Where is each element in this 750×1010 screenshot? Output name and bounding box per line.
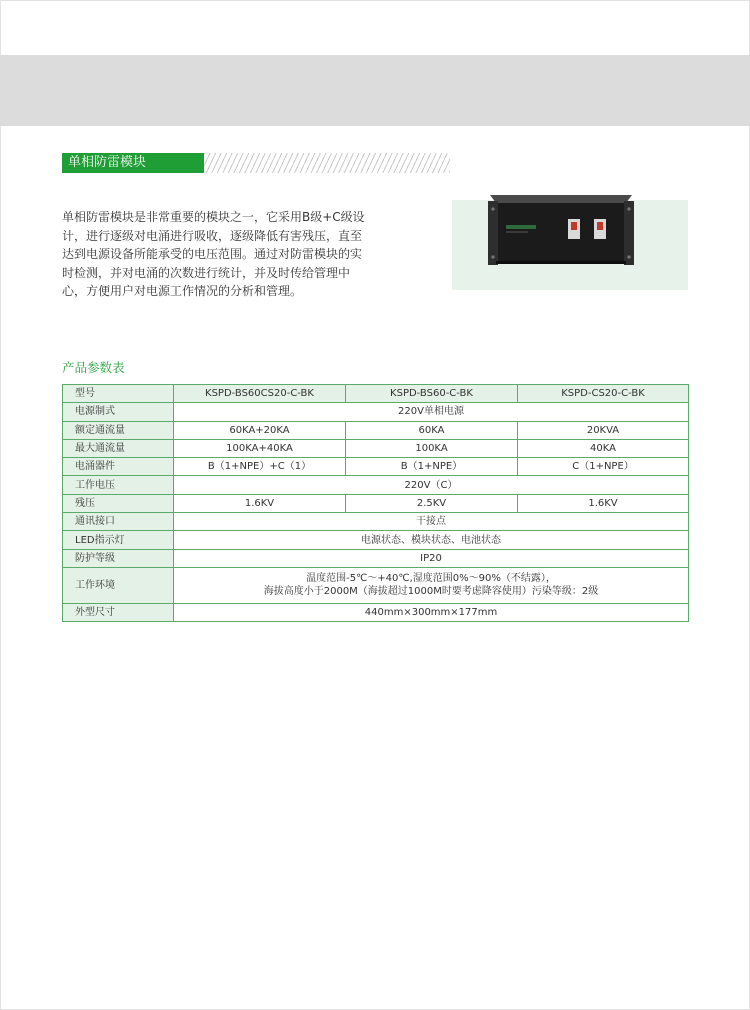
cell-value: C（1+NPE）	[518, 458, 689, 476]
table-row	[63, 603, 689, 621]
cell-value-line: 海拔高度小于2000M（海拔超过1000M时要考虑降容使用）污染等级：2级	[263, 586, 599, 598]
cell-value: 40KA	[518, 439, 689, 457]
row-label: 残压	[63, 494, 174, 512]
cell-value: 1.6KV	[518, 494, 689, 512]
section-title: 单相防雷模块	[62, 153, 204, 173]
intro-line: 时检测，并对电涌的次数进行统计，并及时传给管理中	[62, 265, 351, 280]
product-photo	[486, 191, 636, 269]
cell-value: 电源状态、模块状态、电池状态	[174, 531, 689, 549]
cell-value: 20KVA	[518, 421, 689, 439]
cell-value: 2.5KV	[346, 494, 518, 512]
spec-table	[62, 384, 689, 622]
table-header-row	[63, 385, 689, 403]
intro-line: 计，进行逐级对电涌进行吸收，逐级降低有害残压，直至	[62, 228, 363, 243]
table-row	[63, 567, 689, 603]
table-row	[63, 476, 689, 494]
row-label: 工作环境	[63, 567, 174, 603]
row-label: 通讯接口	[63, 513, 174, 531]
cell-value: 100KA	[346, 439, 518, 457]
row-label: 工作电压	[63, 476, 174, 494]
row-label: 防护等级	[63, 549, 174, 567]
model-name: KSPD-BS60CS20-C-BK	[174, 385, 346, 403]
cell-value: 220V（C）	[174, 476, 689, 494]
table-row	[63, 421, 689, 439]
row-label: 电涌器件	[63, 458, 174, 476]
params-title: 产品参数表	[62, 360, 125, 375]
cell-value-line: 温度范围-5℃～+40℃,湿度范围0%～90%（不结露），	[306, 573, 556, 585]
cell-value: 干接点	[174, 513, 689, 531]
row-label: 最大通流量	[63, 439, 174, 457]
cell-value: 1.6KV	[174, 494, 346, 512]
header-band	[0, 55, 750, 126]
cell-value: 100KA+40KA	[174, 439, 346, 457]
cell-value: B（1+NPE）	[346, 458, 518, 476]
row-label: LED指示灯	[63, 531, 174, 549]
table-row	[63, 439, 689, 457]
cell-value: 60KA+20KA	[174, 421, 346, 439]
table-row	[63, 494, 689, 512]
cell-value: 440mm×300mm×177mm	[174, 603, 689, 621]
model-name: KSPD-BS60-C-BK	[346, 385, 518, 403]
intro-paragraph	[62, 208, 392, 301]
cell-value: B（1+NPE）+C（1）	[174, 458, 346, 476]
intro-line: 心，方便用户对电源工作情况的分析和管理。	[62, 284, 303, 298]
intro-line: 单相防雷模块是非常重要的模块之一，它采用B级+C级设	[62, 210, 365, 224]
cell-value: 60KA	[346, 421, 518, 439]
intro-line: 达到电源设备所能承受的电压范围。通过对防雷模块的实	[62, 247, 363, 261]
table-row	[63, 531, 689, 549]
title-hatch-decoration	[204, 153, 450, 173]
table-row	[63, 513, 689, 531]
cell-value: 220V单相电源	[174, 403, 689, 421]
table-row	[63, 458, 689, 476]
cell-value-multiline	[174, 567, 689, 603]
row-label: 外型尺寸	[63, 603, 174, 621]
row-label: 额定通流量	[63, 421, 174, 439]
row-label: 电源制式	[63, 403, 174, 421]
cell-value: IP20	[174, 549, 689, 567]
row-label: 型号	[63, 385, 174, 403]
table-row	[63, 549, 689, 567]
model-name: KSPD-CS20-C-BK	[518, 385, 689, 403]
table-row	[63, 403, 689, 421]
